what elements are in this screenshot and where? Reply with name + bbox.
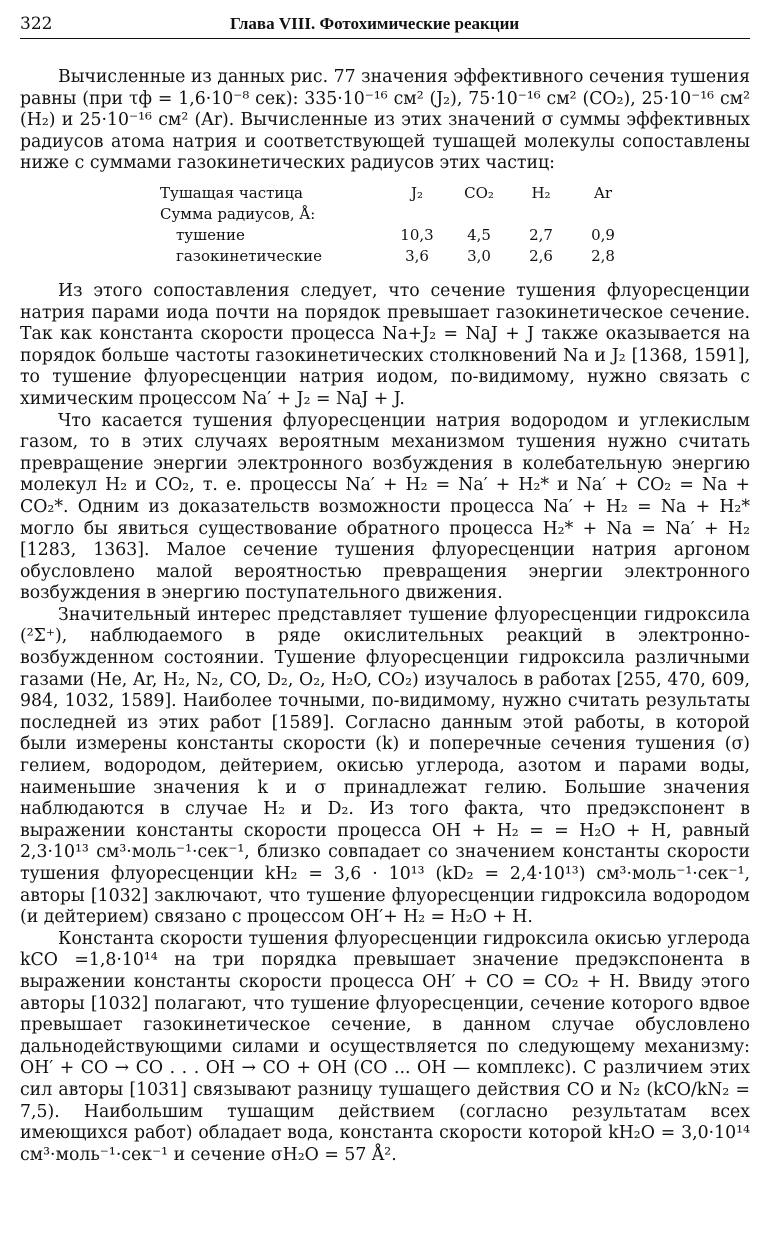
- col-header: Ar: [593, 183, 612, 202]
- col-header: J₂: [410, 183, 424, 202]
- table-header-row: [160, 183, 634, 204]
- table-cell: 2,6: [529, 246, 553, 265]
- row-label: тушение: [176, 225, 245, 244]
- table-cell: 10,3: [400, 225, 434, 244]
- table-cell: 3,6: [405, 246, 429, 265]
- table-row: [160, 246, 634, 267]
- page-number: 322: [20, 14, 53, 34]
- table-cell: 4,5: [467, 225, 491, 244]
- table-cell: 0,9: [591, 225, 615, 244]
- paragraph-3: Что касается тушения флуоресценции натрия водородом и углекислым газом, то в этих случаях вероятным механизмом тушения нужно считать превращение энергии электронного возбуждения в колебательную энергию молекул H₂ и CO₂, т. е. процессы Na′ + H₂ = Na′ + H₂* и Na′ + CO₂ = Na + CO₂*. Одним из доказательств возможности процесса Na′ + H₂ = Na + H₂* могло бы явиться существование обратного процесса H₂* + Na = Na′ + H₂ [1283, 1363]. Малое сечение тушения флуоресценции натрия аргоном обусловлено малой вероятностью превращения энергии электронного возбуждения в энергию поступательного движения.: [20, 410, 750, 604]
- table-row: [160, 225, 634, 246]
- paragraph-1: Вычисленные из данных рис. 77 значения эффективного сечения тушения равны (при τф = 1,6·10⁻⁸ сек): 335·10⁻¹⁶ см² (J₂), 75·10⁻¹⁶ см² (CO₂), 25·10⁻¹⁶ см² (H₂) и 25·10⁻¹⁶ см² (Ar). Вычисленные из этих значений σ суммы эффективных радиусов атома натрия и соответствующей тушащей молекулы сопоставлены ниже с суммами газокинетических радиусов этих частиц:: [20, 67, 751, 174]
- chapter-title: Глава VIII. Фотохимические реакции: [230, 14, 520, 33]
- table-cell: 2,8: [591, 246, 615, 265]
- col-header: CO₂: [464, 183, 494, 202]
- page-header: [20, 10, 750, 39]
- paragraph-5: Константа скорости тушения флуоресценции гидроксила окисью углерода kCO =1,8·10¹⁴ на три порядка превышает значение предэкспонента в выражении константы скорости процесса OH′ + CO = CO₂ + H. Ввиду этого авторы [1032] полагают, что тушение флуоресценции, сечение которого вдвое превышает газокинетическое сечение, в данном случае обусловлено дальнодействующими силами и осуществляется по следующему механизму: OH′ + CO → CO . . . OH → CO + OH (CO ... OH — комплекс). С различием этих сил авторы [1031] связывают разницу тушащего действия CO и N₂ (kCO/kN₂ = 7,5). Наибольшим тушащим действием (согласно результатам всех имеющихся работ) обладает вода, константа скорости которой kH₂O = 3,0·10¹⁴ см³·моль⁻¹·сек⁻¹ и сечение σH₂O = 57 Å².: [20, 928, 750, 1165]
- paragraph-2: Из этого сопоставления следует, что сечение тушения флуоресценции натрия парами иода почти на порядок превышает газокинетическое сечение. Так как константа скорости процесса Na+J₂ = NaJ + J также оказывается на порядок больше частоты газокинетических столкновений Na и J₂ [1368, 1591], то тушение флуоресценции натрия иодом, по-видимому, нужно связать с химическим процессом Na′ + J₂ = NaJ + J.: [20, 280, 750, 409]
- table-group-label: Сумма радиусов, Å:: [160, 204, 316, 223]
- table-group-row: [160, 204, 634, 225]
- page: [20, 10, 750, 1166]
- paragraph-4: Значительный интерес представляет тушение флуоресценции гидроксила (²Σ⁺), наблюдаемого в ряде окислительных реакций в электронно-возбужденном состоянии. Тушение флуоресценции гидроксила различными газами (He, Ar, H₂, N₂, CO, D₂, O₂, H₂O, CO₂) изучалось в работах [255, 470, 609, 984, 1032, 1589]. Наиболее точными, по-видимому, нужно считать результаты последней из этих работ [1589]. Согласно данным этой работы, в которой были измерены константы скорости (k) и поперечные сечения тушения (σ) гелием, водородом, дейтерием, окисью углерода, азотом и парами воды, наименьшие значения k и σ принадлежат гелию. Большие значения наблюдаются в случае H₂ и D₂. Из того факта, что предэкспонент в выражении константы скорости процесса OH + H₂ = = H₂O + H, равный 2,3·10¹³ см³·моль⁻¹·сек⁻¹, близко совпадает со значением константы скорости тушения флуоресценции kH₂ = 3,6 · 10¹³ (kD₂ = 2,4·10¹³) см³·моль⁻¹·сек⁻¹, авторы [1032] заключают, что тушение флуоресценции гидроксила водородом (и дейтерием) связано с процессом OH′+ H₂ = H₂O + H.: [20, 604, 750, 928]
- row-label: газокинетические: [176, 246, 323, 265]
- col-header: H₂: [531, 183, 551, 202]
- radius-table: [160, 183, 634, 267]
- table-header-label: Тушащая частица: [160, 183, 303, 202]
- table-cell: 3,0: [467, 246, 491, 265]
- body-text: [20, 67, 750, 1166]
- table-cell: 2,7: [529, 225, 553, 244]
